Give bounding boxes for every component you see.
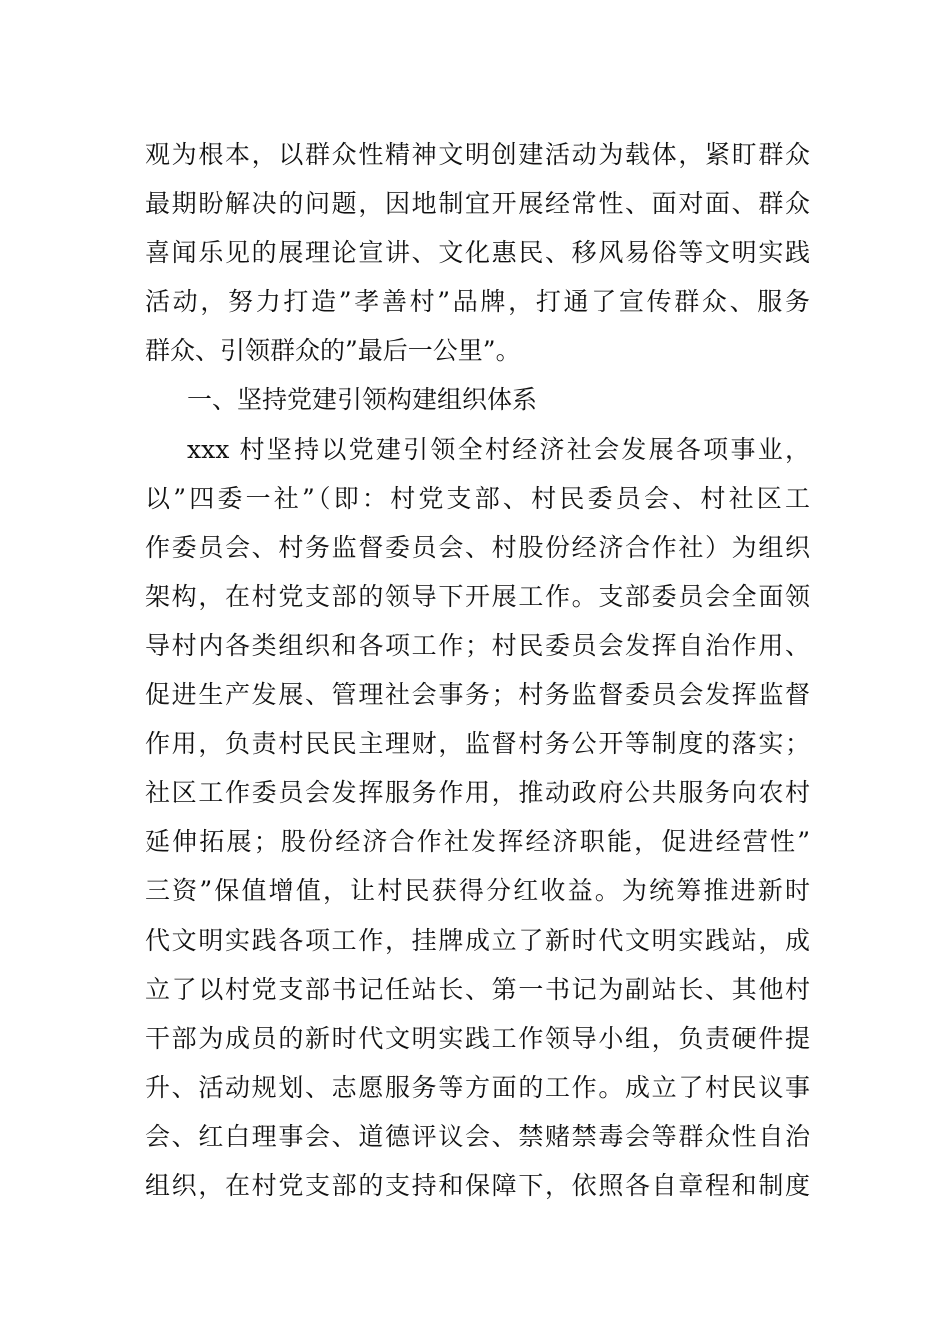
paragraph-line: 喜闻乐见的展理论宣讲、文化惠民、移风易俗等文明实践 <box>145 238 810 268</box>
paragraph-line: 代文明实践各项工作，挂牌成立了新时代文明实践站，成 <box>145 925 810 955</box>
paragraph-line-last: 群众、引领群众的”最后一公里”。 <box>145 336 521 366</box>
paragraph-line: 作用，负责村民民主理财，监督村务公开等制度的落实； <box>145 729 810 759</box>
paragraph-line: 组织，在村党支部的支持和保障下，依照各自章程和制度 <box>145 1170 810 1200</box>
paragraph-line: 促进生产发展、管理社会事务；村务监督委员会发挥监督 <box>145 680 810 710</box>
section-heading: 一、坚持党建引领构建组织体系 <box>187 385 538 415</box>
paragraph-line: 导村内各类组织和各项工作；村民委员会发挥自治作用、 <box>145 630 810 660</box>
paragraph-line: 最期盼解决的问题，因地制宜开展经常性、面对面、群众 <box>145 189 810 219</box>
paragraph-line: 观为根本，以群众性精神文明创建活动为载体，紧盯群众 <box>145 140 810 169</box>
paragraph-line-first: xxx 村坚持以党建引领全村经济社会发展各项事业， <box>187 434 810 464</box>
paragraph-line: 升、活动规划、志愿服务等方面的工作。成立了村民议事 <box>145 1072 810 1102</box>
paragraph-line: 三资”保值增值，让村民获得分红收益。为统筹推进新时 <box>145 876 810 906</box>
paragraph-line: 社区工作委员会发挥服务作用，推动政府公共服务向农村 <box>145 778 810 808</box>
paragraph-line: 会、红白理事会、道德评议会、禁赌禁毒会等群众性自治 <box>145 1121 810 1151</box>
paragraph-line: 活动，努力打造”孝善村”品牌，打通了宣传群众、服务 <box>145 287 810 317</box>
paragraph-line: 架构，在村党支部的领导下开展工作。支部委员会全面领 <box>145 581 810 611</box>
paragraph-line: 以”四委一社”（即：村党支部、村民委员会、村社区工 <box>145 483 810 513</box>
paragraph-line: 立了以村党支部书记任站长、第一书记为副站长、其他村 <box>145 974 810 1004</box>
paragraph-line: 延伸拓展；股份经济合作社发挥经济职能，促进经营性” <box>145 827 810 857</box>
paragraph-line: 作委员会、村务监督委员会、村股份经济合作社）为组织 <box>145 532 810 562</box>
document-body <box>145 130 810 1210</box>
paragraph-line: 干部为成员的新时代文明实践工作领导小组，负责硬件提 <box>145 1023 810 1053</box>
